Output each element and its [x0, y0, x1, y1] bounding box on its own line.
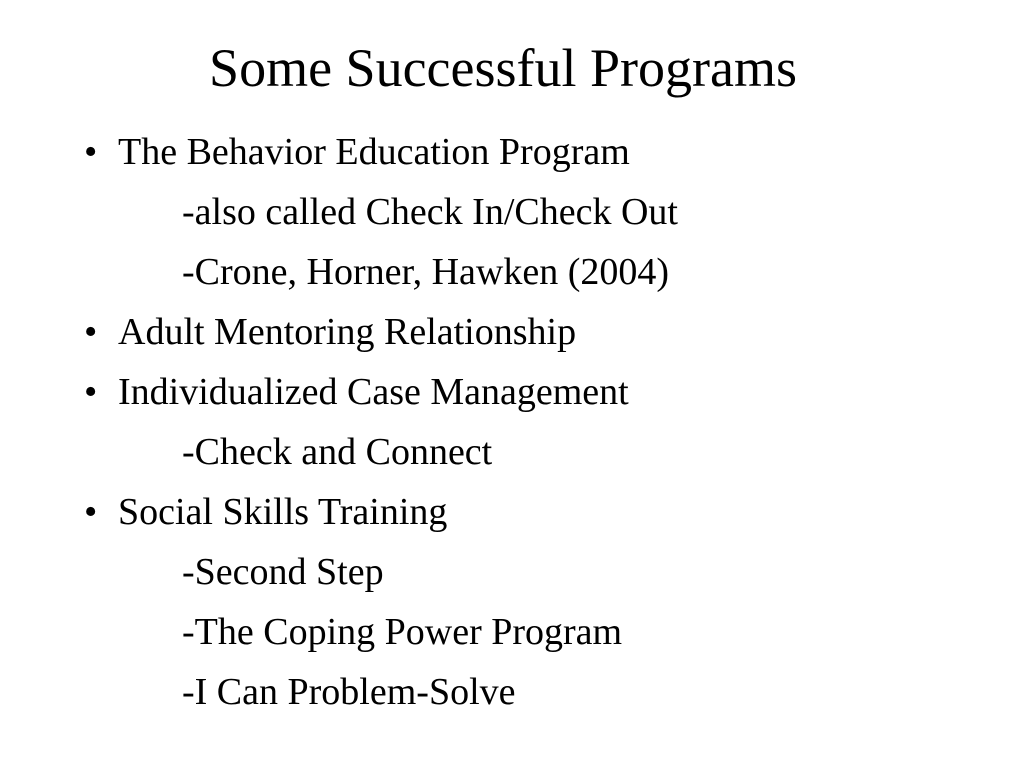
sub-item-text: -also called Check In/Check Out: [182, 191, 678, 233]
sub-item-text: -Second Step: [182, 551, 384, 593]
slide-title: Some Successful Programs: [209, 38, 797, 98]
bullet-icon: •: [84, 491, 98, 533]
bullet-text: The Behavior Education Program: [118, 131, 630, 173]
sub-item-text: -I Can Problem-Solve: [182, 671, 516, 713]
bullet-text: Individualized Case Management: [118, 371, 629, 413]
bullet-icon: •: [84, 371, 98, 413]
bullet-icon: •: [84, 311, 98, 353]
bullet-text: Social Skills Training: [118, 491, 448, 533]
bullet-icon: •: [84, 131, 98, 173]
bullet-text: Adult Mentoring Relationship: [118, 311, 577, 353]
sub-item-text: -Check and Connect: [182, 431, 493, 473]
sub-item-text: -Crone, Horner, Hawken (2004): [182, 251, 670, 293]
sub-item-text: -The Coping Power Program: [182, 611, 623, 653]
